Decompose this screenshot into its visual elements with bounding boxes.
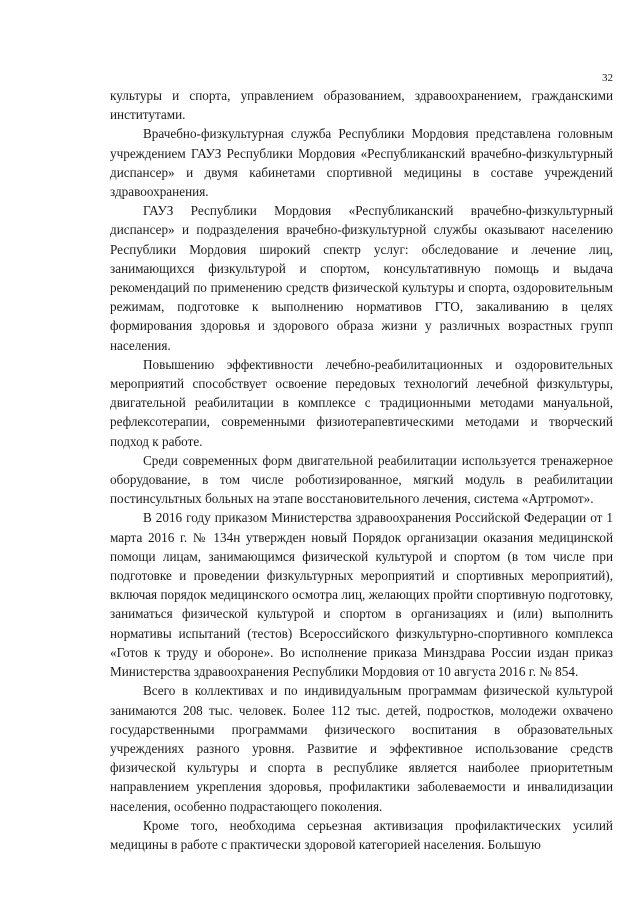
paragraph-medical-service: Врачебно-физкультурная служба Республики Мордовия представлена головным учреждением ГАУЗ Республики Мордовия «Республиканский врачебно-физкультурный диспансер» и двумя кабинетами спортивной медицины в составе учреждений здравоохранения. (110, 126, 613, 200)
page-body (110, 86, 613, 854)
page-number: 32 (602, 72, 613, 84)
paragraph-prevention: Кроме того, необходима серьезная активизация профилактических усилий медицины в работе с практически здоровой категорией населения. Большую (110, 817, 613, 852)
paragraph-statistics: Всего в коллективах и по индивидуальным программам физической культурой занимаются 208 тыс. человек. Более 112 тыс. детей, подростков, молодежи охвачено государственными программами физического воспитания в образовательных учреждениях разного уровня. Развитие и эффективное использование средств физической культуры и спорта в республике является наиболее приоритетным направлением укрепления здоровья, профилактики заболеваемости и инвалидизации населения, особенно подрастающего поколения. (110, 683, 613, 814)
paragraph-2016-order: В 2016 году приказом Министерства здравоохранения Российской Федерации от 1 марта 2016 г. № 134н утвержден новый Порядок организации оказания медицинской помощи лицам, занимающимся физической культурой и спортом (в том числе при подготовке и проведении физкультурных мероприятий и спортивных мероприятий), включая порядок медицинского осмотра лиц, желающих пройти спортивную подготовку, заниматься физической культурой и спортом в организациях и (или) выполнить нормативы испытаний (тестов) Всероссийского физкультурно-спортивного комплекса «Готов к труду и обороне». Во исполнение приказа Минздрава России издан приказ Министерства здравоохранения Республики Мордовия от 10 августа 2016 г. № 854. (110, 510, 613, 680)
paragraph-rehabilitation-efficiency: Повышению эффективности лечебно-реабилитационных и оздоровительных мероприятий способствует освоение передовых технологий лечебной физкультуры, двигательной реабилитации в комплексе с традиционными методами мануальной, рефлексотерапии, современными физиотерапевтическими методами и творческий подход к работе. (110, 356, 613, 449)
paragraph-continuation: культуры и спорта, управлением образованием, здравоохранением, гражданскими институтами. (110, 88, 613, 123)
paragraph-modern-forms: Среди современных форм двигательной реабилитации используется тренажерное оборудование, в том числе роботизированное, мягкий модуль в реабилитации постинсультных больных на этапе восстановительного лечения, система «Артромот». (110, 452, 613, 507)
paragraph-dispensary-services: ГАУЗ Республики Мордовия «Республиканский врачебно-физкультурный диспансер» и подразделения врачебно-физкультурной службы оказывают населению Республики Мордовия широкий спектр услуг: обследование и лечение лиц, занимающихся физкультурой и спортом, консультативную помощь и выдача рекомендаций по применению средств физической культуры и спорта, оздоровительным режимам, подготовке к выполнению нормативов ГТО, закаливанию в целях формирования здоровья и здорового образа жизни у различных возрастных групп населения. (110, 203, 613, 353)
